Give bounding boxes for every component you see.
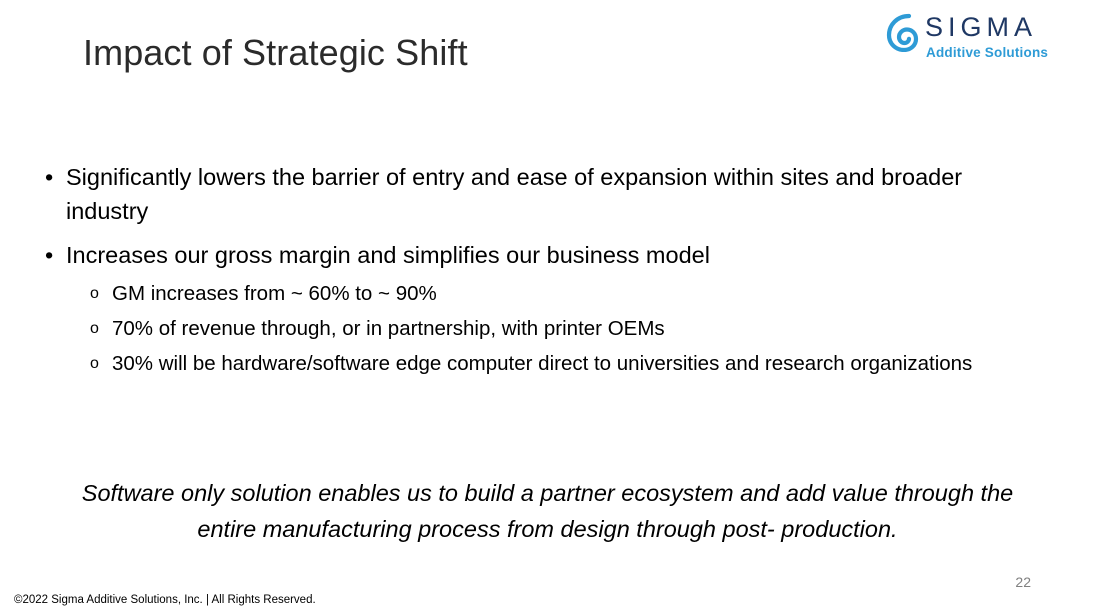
bullet-text: Significantly lowers the barrier of entry and ease of expansion within sites and broader industry bbox=[66, 164, 963, 224]
list-item bbox=[42, 160, 1042, 228]
bullet-text: Increases our gross margin and simplifies our business model bbox=[66, 242, 710, 268]
sub-bullet-marker-icon: o bbox=[90, 320, 99, 337]
list-item bbox=[42, 346, 1042, 381]
list-item bbox=[42, 238, 1042, 272]
list-item bbox=[42, 311, 1042, 346]
footer-copyright: ©2022 Sigma Additive Solutions, Inc. | All Rights Reserved. bbox=[14, 594, 316, 606]
page-title: Impact of Strategic Shift bbox=[83, 32, 468, 73]
sigma-spiral-logo-icon bbox=[885, 12, 921, 52]
logo-tagline: Additive Solutions bbox=[926, 45, 1049, 60]
company-logo bbox=[885, 10, 1085, 72]
sub-bullet-marker-icon: o bbox=[90, 355, 99, 372]
sub-bullet-text: 70% of revenue through, or in partnership, with printer OEMs bbox=[112, 317, 665, 340]
bullet-marker-icon: • bbox=[45, 164, 54, 190]
sub-bullet-text: GM increases from ~ 60% to ~ 90% bbox=[112, 282, 437, 305]
page-number: 22 bbox=[1015, 574, 1031, 590]
bullet-marker-icon: • bbox=[45, 242, 54, 268]
closing-statement: Software only solution enables us to build a partner ecosystem and add value through the entire manufacturing process from design through post- production. bbox=[81, 480, 1014, 542]
slide-body bbox=[42, 160, 1042, 381]
logo-wordmark: SIGMA bbox=[925, 12, 1038, 42]
sub-list bbox=[42, 276, 1042, 381]
list-item bbox=[42, 276, 1042, 311]
sub-bullet-marker-icon: o bbox=[90, 285, 99, 302]
sub-bullet-text: 30% will be hardware/software edge computer direct to universities and research organizations bbox=[112, 352, 973, 375]
